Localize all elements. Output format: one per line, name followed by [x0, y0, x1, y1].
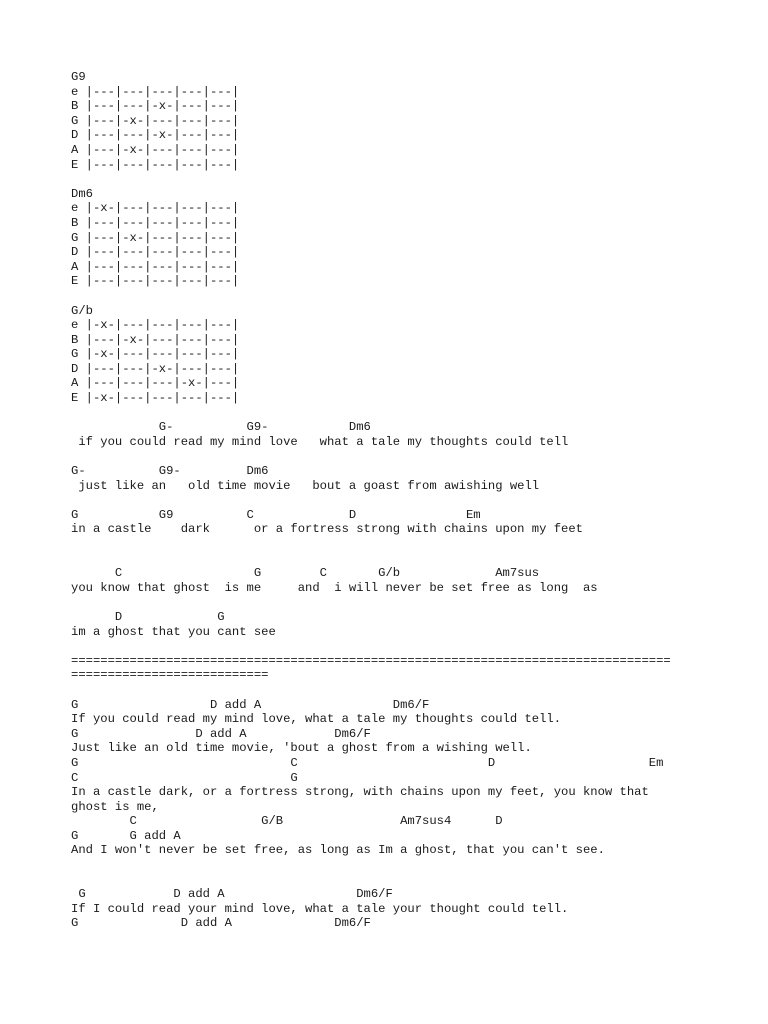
- text-line: If you could read my mind love, what a tale my thoughts could tell.: [71, 712, 562, 727]
- text-line: B |---|---|-x-|---|---|: [71, 99, 240, 114]
- text-line: [71, 858, 761, 873]
- text-line: G |---|-x-|---|---|---|: [71, 230, 240, 245]
- chord-sheet: [71, 70, 761, 931]
- text-line: [71, 595, 761, 610]
- text-line: G/b: [71, 303, 93, 318]
- text-line: C G: [71, 770, 298, 785]
- text-line: A |---|---|---|---|---|: [71, 259, 240, 274]
- text-line: [71, 683, 761, 698]
- text-line: in a castle dark or a fortress strong with chains upon my feet: [71, 522, 583, 537]
- text-line: D |---|---|-x-|---|---|: [71, 128, 240, 143]
- text-line: D |---|---|-x-|---|---|: [71, 361, 240, 376]
- text-line: C G C G/b Am7sus: [71, 566, 540, 581]
- text-line: [71, 493, 761, 508]
- text-line: And I won't never be set free, as long as Im a ghost, that you can't see.: [71, 843, 605, 858]
- text-line: [71, 406, 761, 421]
- text-line: ghost is me,: [71, 799, 159, 814]
- text-line: e |-x-|---|---|---|---|: [71, 201, 240, 216]
- text-line: [71, 537, 761, 552]
- text-line: just like an old time movie bout a goast from awishing well: [71, 478, 540, 493]
- text-line: e |---|---|---|---|---|: [71, 84, 240, 99]
- text-line: ==================================================================================: [71, 653, 671, 668]
- text-line: A |---|-x-|---|---|---|: [71, 142, 240, 157]
- text-line: e |-x-|---|---|---|---|: [71, 318, 240, 333]
- text-line: G D add A Dm6/F: [71, 887, 393, 902]
- text-line: [71, 639, 761, 654]
- text-line: im a ghost that you cant see: [71, 624, 276, 639]
- text-line: G- G9- Dm6: [71, 464, 269, 479]
- text-line: G G add A: [71, 828, 181, 843]
- text-line: G9: [71, 70, 86, 84]
- text-line: In a castle dark, or a fortress strong, with chains upon my feet, you know that: [71, 785, 649, 800]
- text-line: Dm6: [71, 186, 93, 201]
- text-line: D |---|---|---|---|---|: [71, 245, 240, 260]
- text-line: Just like an old time movie, 'bout a ghost from a wishing well.: [71, 741, 532, 756]
- text-line: B |---|---|---|---|---|: [71, 215, 240, 230]
- text-line: if you could read my mind love what a tale my thoughts could tell: [71, 434, 569, 449]
- text-line: G C D Em: [71, 755, 664, 770]
- text-line: G |-x-|---|---|---|---|: [71, 347, 240, 362]
- text-line: G D add A Dm6/F: [71, 697, 430, 712]
- text-line: B |---|-x-|---|---|---|: [71, 332, 240, 347]
- text-line: [71, 172, 761, 187]
- text-line: E |-x-|---|---|---|---|: [71, 391, 240, 406]
- text-line: G G9 C D Em: [71, 507, 481, 522]
- text-line: [71, 873, 761, 888]
- text-line: A |---|---|---|-x-|---|: [71, 376, 240, 391]
- text-line: C G/B Am7sus4 D: [71, 814, 503, 829]
- text-line: E |---|---|---|---|---|: [71, 274, 240, 289]
- text-line: G- G9- Dm6: [71, 420, 371, 435]
- text-line: you know that ghost is me and i will never be set free as long as: [71, 580, 598, 595]
- text-line: If I could read your mind love, what a tale your thought could tell.: [71, 901, 569, 916]
- text-line: ===========================: [71, 668, 269, 683]
- text-line: G D add A Dm6/F: [71, 726, 371, 741]
- text-line: [71, 552, 761, 567]
- text-line: E |---|---|---|---|---|: [71, 157, 240, 172]
- text-line: G D add A Dm6/F: [71, 916, 371, 931]
- text-line: D G: [71, 609, 225, 624]
- text-line: G |---|-x-|---|---|---|: [71, 113, 240, 128]
- text-line: [71, 449, 761, 464]
- text-line: [71, 289, 761, 304]
